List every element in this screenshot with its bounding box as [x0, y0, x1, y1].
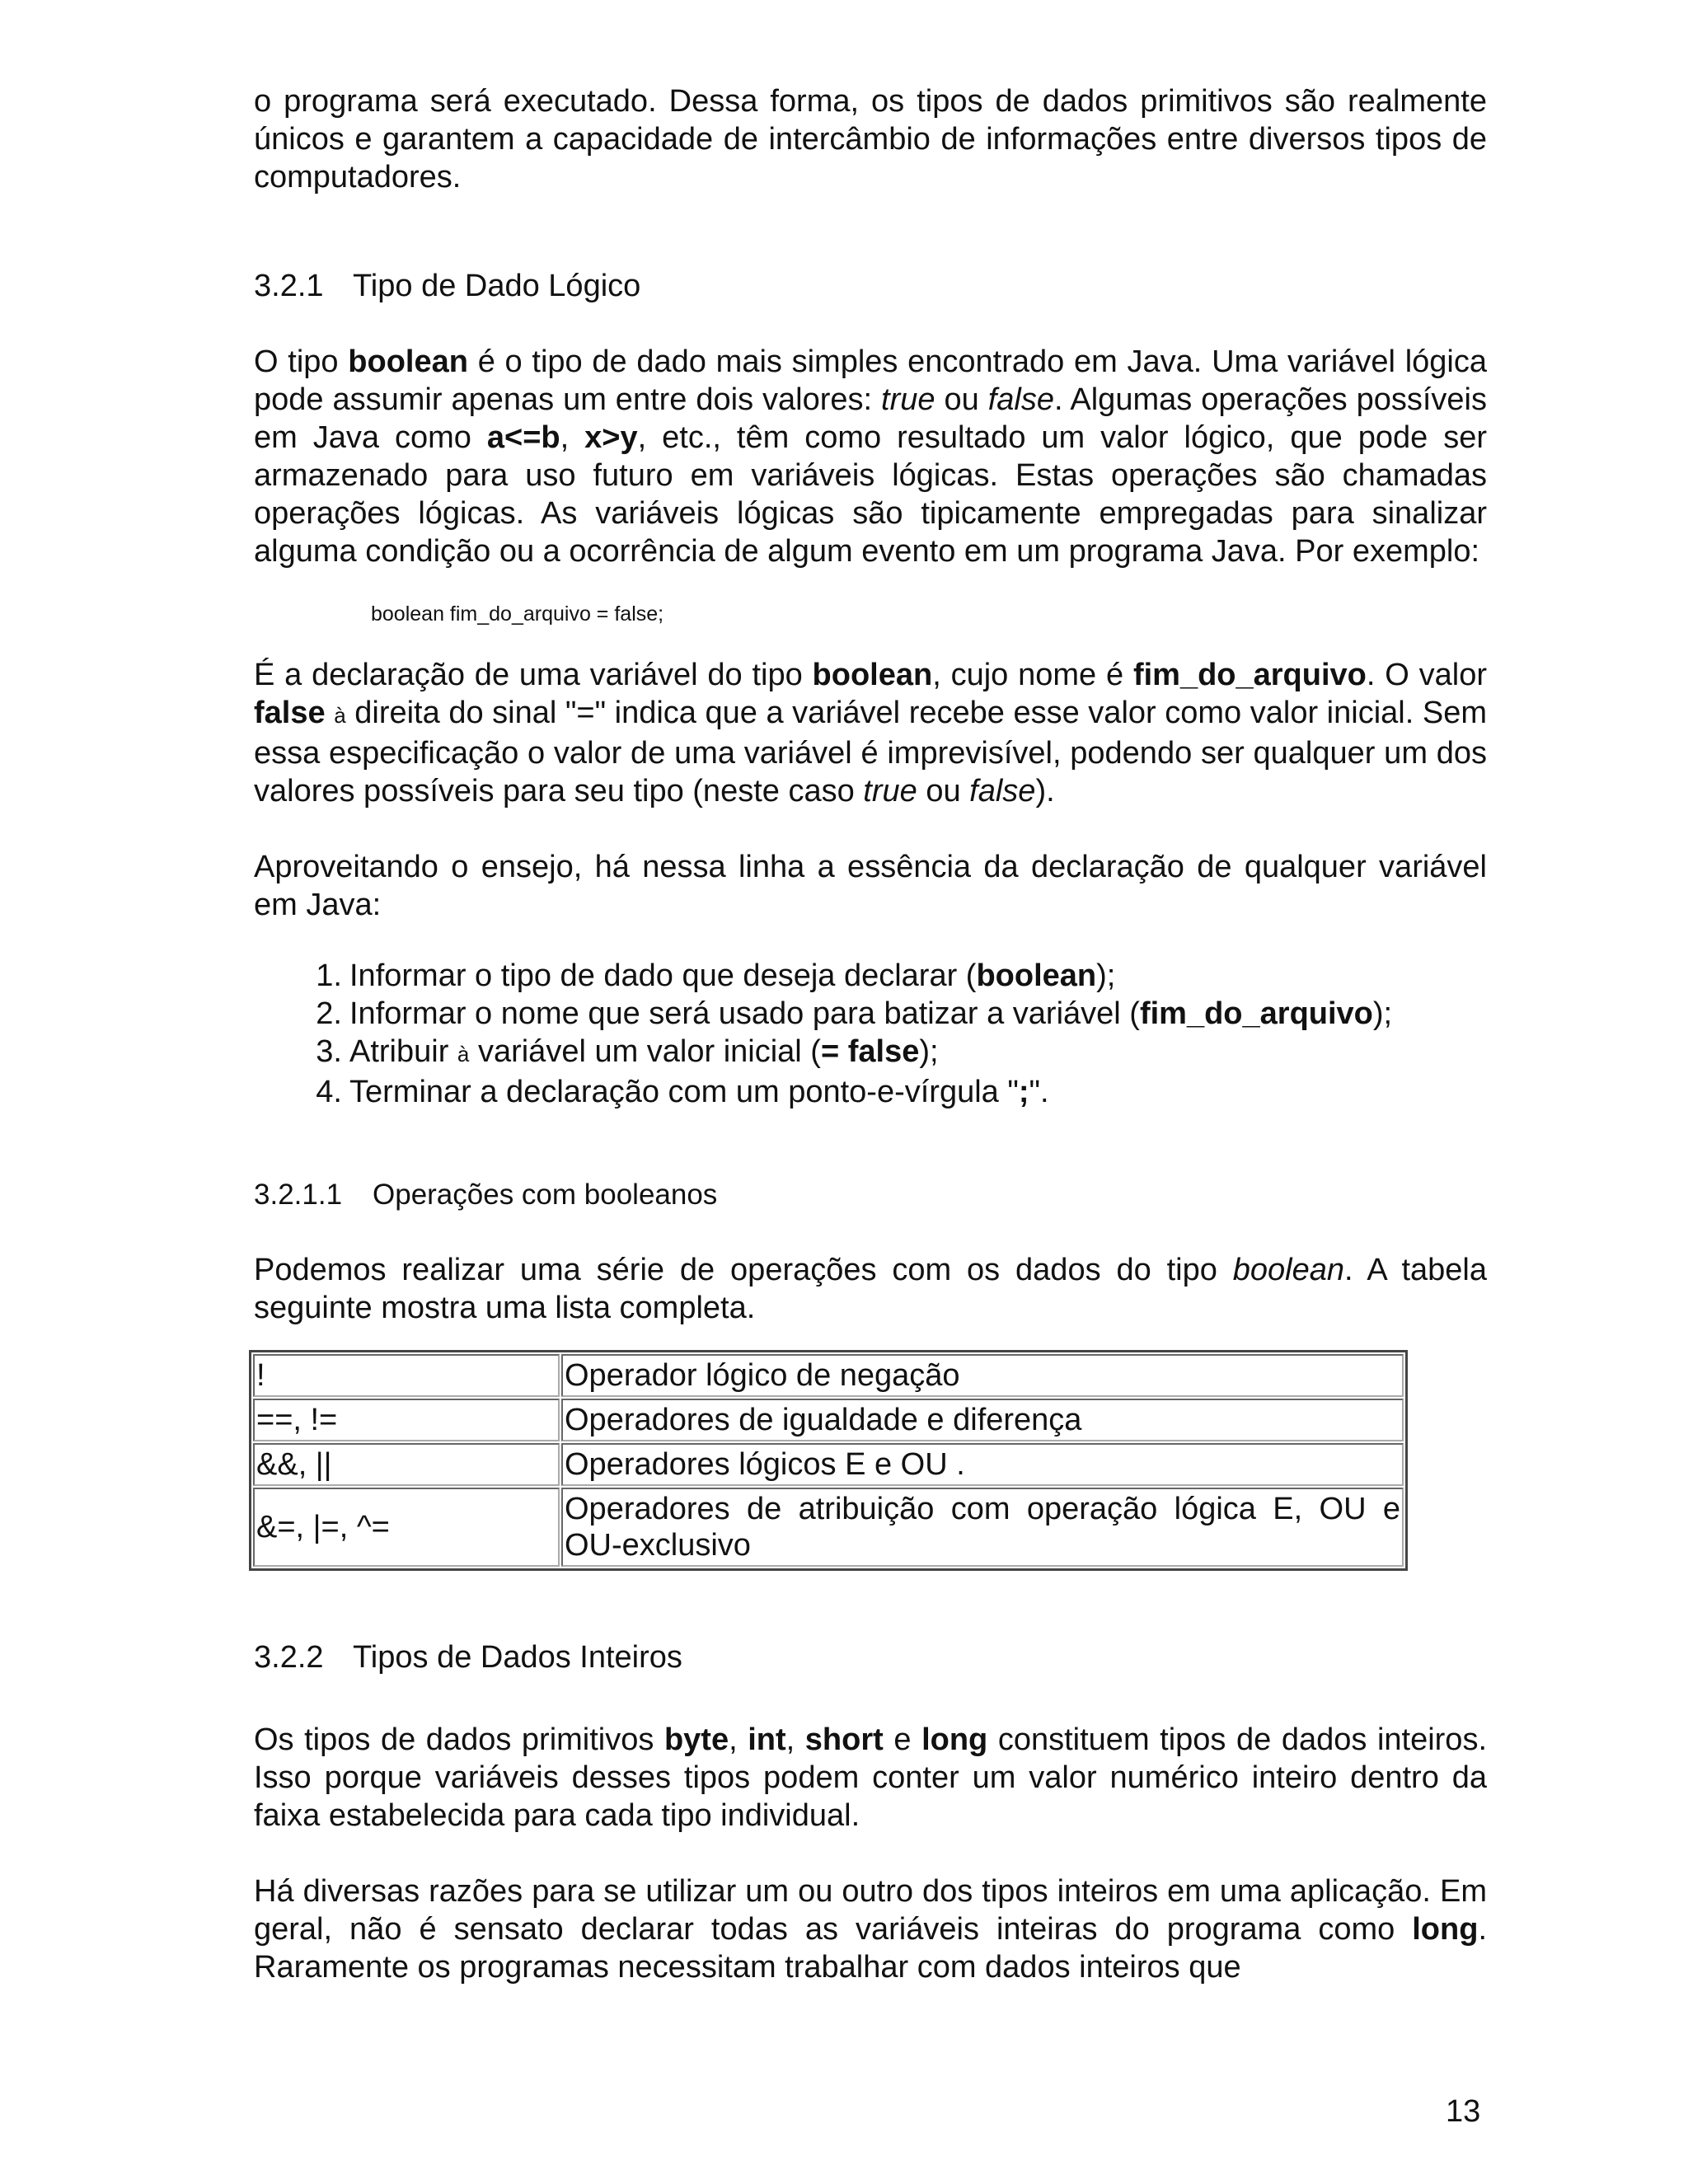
subsection-number: 3.2.1.1 — [254, 1179, 343, 1211]
paragraph-boolean-intro: O tipo boolean é o tipo de dado mais simples encontrado em Java. Uma variável lógica pode assumir apenas um entre dois valores: true ou false. Algumas operações possíveis em Java como a<=b, x>y, etc., têm como resultado um valor lógico, que pode ser armazenado para uso futuro em variáveis lógicas. Estas operações são chamadas operações lógicas. As variáveis lógicas são tipicamente empregadas para sinalizar alguma condição ou a ocorrência de algum evento em um programa Java. Por exemplo: — [254, 344, 1487, 569]
boolean-operators-table — [249, 1350, 1408, 1571]
table-cell-description: Operador lógico de negação — [561, 1354, 1404, 1397]
table-cell-operator: &=, |=, ^= — [253, 1488, 560, 1567]
intro-paragraph: o programa será executado. Dessa forma, os tipos de dados primitivos são realmente únicos e garantem a capacidade de intercâmbio de informações entre diversos tipos de computadores. — [254, 84, 1487, 194]
declaration-steps-list — [254, 957, 1487, 1111]
section-title: Tipos de Dados Inteiros — [353, 1640, 682, 1675]
list-item: 3. Atribuir à variável um valor inicial (= false); — [316, 1034, 939, 1069]
subsection-heading-operacoes — [254, 1177, 1487, 1213]
table-cell-description: Operadores de atribuição com operação lógica E, OU e OU-exclusivo — [561, 1488, 1404, 1567]
list-item: 2. Informar o nome que será usado para batizar a variável (fim_do_arquivo); — [316, 996, 1393, 1031]
table-cell-operator: ! — [253, 1354, 560, 1397]
list-item: 1. Informar o tipo de dado que deseja declarar (boolean); — [316, 958, 1116, 993]
section-number: 3.2.2 — [254, 1640, 324, 1675]
page-content — [254, 82, 1487, 1986]
table-row — [253, 1354, 1404, 1397]
table-cell-description: Operadores de igualdade e diferença — [561, 1399, 1404, 1441]
table-row — [253, 1488, 1404, 1567]
paragraph-operacoes: Podemos realizar uma série de operações com os dados do tipo boolean. A tabela seguinte mostra uma lista completa. — [254, 1253, 1487, 1325]
table-row — [253, 1399, 1404, 1441]
table-cell-operator: ==, != — [253, 1399, 560, 1441]
list-item: 4. Terminar a declaração com um ponto-e-vírgula ";". — [316, 1075, 1049, 1109]
table-row — [253, 1443, 1404, 1486]
section-heading-logico — [254, 267, 1487, 305]
page-number: 13 — [1446, 2094, 1481, 2129]
table-cell-description: Operadores lógicos E e OU . — [561, 1443, 1404, 1486]
paragraph-razoes: Há diversas razões para se utilizar um ou outro dos tipos inteiros em uma aplicação. Em geral, não é sensato declarar todas as variáveis inteiras do programa como long. Raramente os programas necessitam trabalhar com dados inteiros que — [254, 1874, 1487, 1985]
paragraph-declaration: É a declaração de uma variável do tipo boolean, cujo nome é fim_do_arquivo. O valor false à direita do sinal "=" indica que a variável recebe esse valor como valor inicial. Sem essa especificação o valor de uma variável é imprevisível, podendo ser qualquer um dos valores possíveis para seu tipo (neste caso true ou false). — [254, 658, 1487, 808]
paragraph-inteiros: Os tipos de dados primitivos byte, int, short e long constituem tipos de dados inteiros. Isso porque variáveis desses tipos podem conter um valor numérico inteiro dentro da faixa estabelecida para cada tipo individual. — [254, 1722, 1487, 1833]
section-title: Tipo de Dado Lógico — [353, 269, 641, 303]
table-cell-operator: &&, || — [253, 1443, 560, 1486]
section-number: 3.2.1 — [254, 269, 324, 303]
subsection-title: Operações com booleanos — [373, 1179, 718, 1211]
code-example: boolean fim_do_arquivo = false; — [371, 602, 664, 626]
section-heading-inteiros — [254, 1638, 1487, 1676]
paragraph-ensejo: Aproveitando o ensejo, há nessa linha a essência da declaração de qualquer variável em Java: — [254, 850, 1487, 922]
